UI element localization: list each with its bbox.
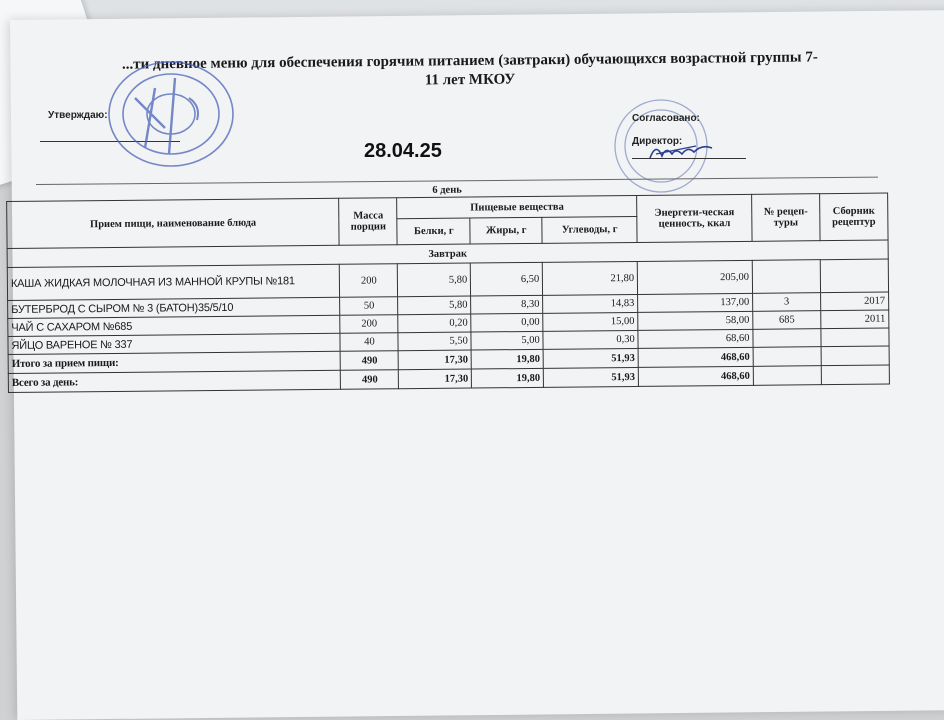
- dish-recipe: [753, 329, 821, 348]
- title-line-2: 11 лет МКОУ: [424, 71, 516, 89]
- total-portion: 490: [341, 351, 399, 371]
- total-protein: 17,30: [399, 350, 472, 370]
- dish-collection: [820, 259, 888, 293]
- day-label: 6 день: [6, 179, 887, 202]
- day-total-label: Всего за день:: [8, 370, 341, 392]
- total-carbs: 51,93: [543, 348, 638, 368]
- dish-energy: 137,00: [638, 293, 753, 312]
- total-collection: [821, 346, 889, 366]
- dish-collection: 2011: [821, 310, 889, 329]
- total-label: Итого за прием пищи:: [8, 351, 341, 373]
- dish-name: БУТЕРБРОД С СЫРОМ № 3 (БАТОН)35/5/10: [8, 297, 341, 318]
- header-meal-name: Прием пищи, наименование блюда: [7, 198, 340, 248]
- dish-protein: 0,20: [398, 314, 471, 333]
- dish-energy: 205,00: [637, 260, 752, 294]
- dish-name: КАША ЖИДКАЯ МОЛОЧНАЯ ИЗ МАННОЙ КРУПЫ №181: [7, 264, 340, 300]
- header-recipe-no: № рецеп-туры: [752, 194, 820, 242]
- dish-fat: 0,00: [471, 313, 543, 332]
- dish-energy: 58,00: [638, 311, 753, 330]
- day-total-collection: [821, 365, 889, 385]
- header-energy: Энергети-ческая ценность, ккал: [637, 194, 752, 242]
- dish-portion: 40: [340, 333, 398, 352]
- dish-protein: 5,80: [398, 296, 471, 315]
- dish-portion: 200: [340, 315, 398, 334]
- director-label: Директор:: [632, 136, 683, 147]
- dish-recipe: 685: [753, 311, 821, 330]
- header-protein: Белки, г: [397, 218, 470, 245]
- menu-table-container: [6, 179, 890, 393]
- day-total-portion: 490: [341, 370, 399, 390]
- day-total-carbs: 51,93: [544, 367, 639, 387]
- header-fat: Жиры, г: [470, 217, 542, 244]
- director-signature-icon: [646, 140, 716, 164]
- dish-portion: 50: [340, 297, 398, 316]
- dish-name: ЯЙЦО ВАРЕНОЕ № 337: [8, 333, 341, 354]
- header-collection: Сборник рецептур: [820, 193, 888, 241]
- dish-recipe: 3: [753, 293, 821, 312]
- menu-date: 28.04.25: [364, 140, 442, 162]
- seal-stamp-icon: [105, 58, 237, 170]
- total-energy: 468,60: [638, 347, 753, 367]
- dish-protein: 5,50: [398, 332, 471, 351]
- dish-fat: 5,00: [471, 331, 543, 350]
- total-fat: 19,80: [471, 349, 543, 369]
- agreed-label: Согласовано:: [632, 113, 700, 124]
- menu-table: [6, 179, 890, 393]
- dish-recipe: [752, 260, 820, 294]
- dish-protein: 5,80: [398, 263, 471, 297]
- day-total-recipe: [753, 366, 821, 386]
- dish-fat: 8,30: [471, 295, 543, 314]
- dish-name: ЧАЙ С САХАРОМ №685: [8, 315, 341, 336]
- dish-collection: 2017: [821, 292, 889, 311]
- dish-carbs: 14,83: [543, 294, 638, 313]
- dish-carbs: 15,00: [543, 312, 638, 331]
- director-signature-line: [632, 158, 746, 159]
- day-total-energy: 468,60: [638, 366, 753, 386]
- approve-label: Утверждаю:: [48, 110, 108, 121]
- section-label: Завтрак: [7, 240, 888, 267]
- day-total-protein: 17,30: [399, 369, 472, 389]
- header-nutrients: Пищевые вещества: [397, 195, 637, 218]
- title-line-1: ...ти дневное меню для обеспечения горячим питанием (завтраки) обучающихся возрастной группы 7-: [121, 49, 818, 73]
- dish-carbs: 0,30: [543, 330, 638, 349]
- day-total-fat: 19,80: [472, 368, 544, 388]
- header-carbs: Углеводы, г: [542, 216, 637, 243]
- dish-collection: [821, 328, 889, 347]
- dish-portion: 200: [340, 264, 398, 298]
- dish-fat: 6,50: [471, 262, 543, 296]
- header-portion: Масса порции: [339, 198, 397, 246]
- total-recipe: [753, 347, 821, 367]
- dish-carbs: 21,80: [543, 261, 638, 295]
- dish-energy: 68,60: [638, 329, 753, 348]
